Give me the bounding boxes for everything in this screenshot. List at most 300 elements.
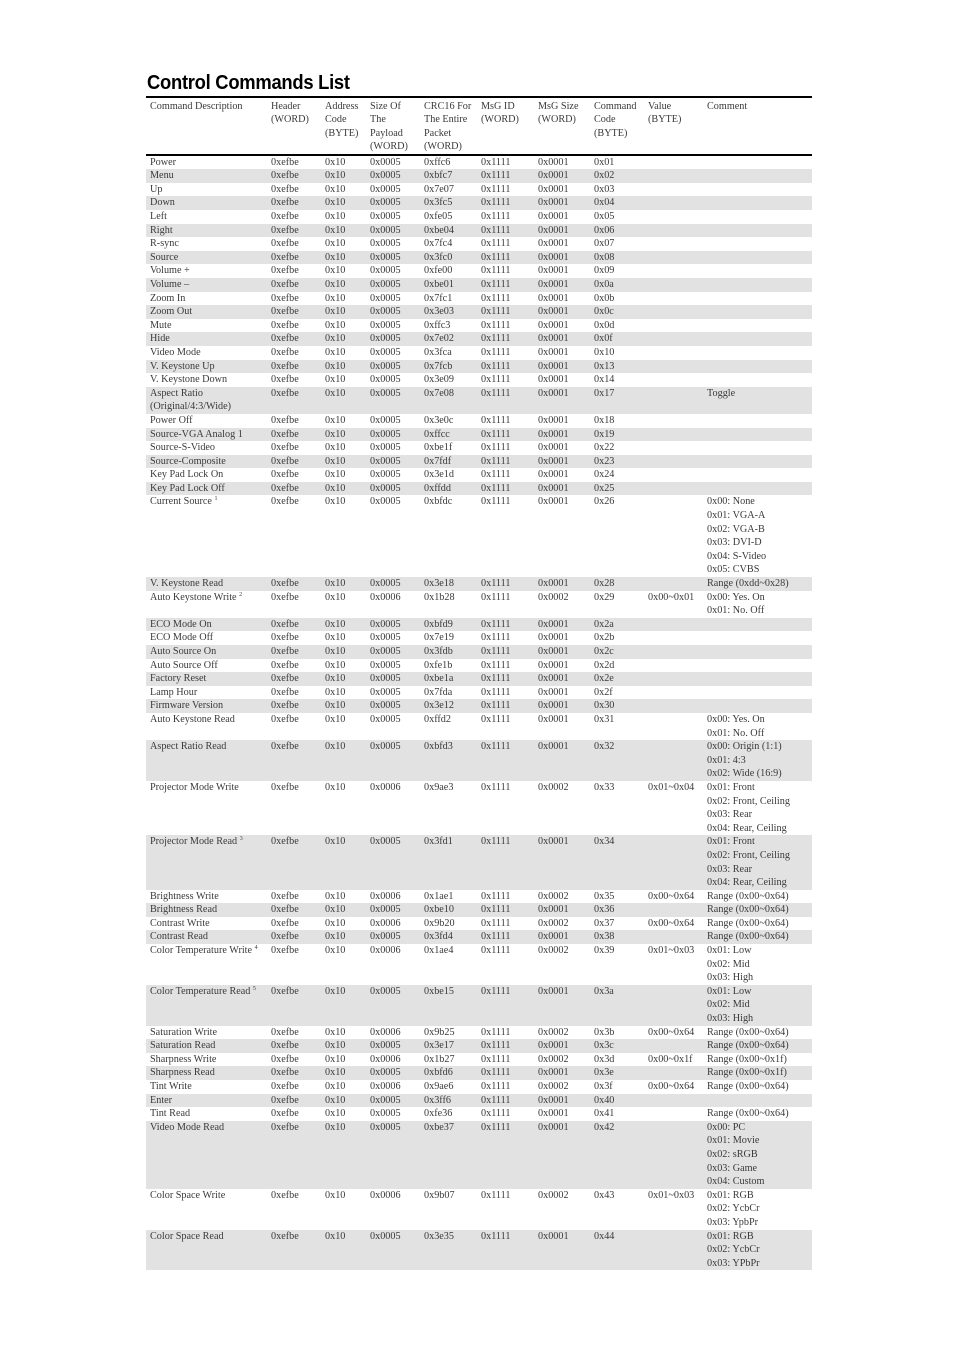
cell-payload-size: 0x0005 (370, 1108, 401, 1120)
comment-line: Range (0x00~0x64) (707, 1040, 789, 1052)
cell-command-code: 0x42 (590, 1121, 644, 1189)
command-description-text: Saturation Read (150, 1040, 216, 1052)
cell-comment (703, 237, 812, 251)
cell-msg-size: 0x0001 (534, 930, 590, 944)
cell-value: 0x01~0x04 (648, 781, 695, 793)
cell-msg-id: 0x1111 (481, 632, 511, 644)
cell-payload-size: 0x0005 (370, 414, 401, 426)
cell-address-code: 0x10 (321, 835, 366, 889)
cell-command-description (146, 713, 267, 740)
table-row (146, 781, 812, 835)
command-description-text: Factory Reset (150, 673, 207, 685)
cell-msg-id: 0x1111 (477, 169, 534, 183)
command-description-text: Color Space Write (150, 1189, 226, 1201)
command-description-text: Brightness Read (150, 904, 218, 916)
cell-msg-size: 0x0002 (538, 945, 569, 957)
cell-command-description (146, 441, 267, 455)
command-description-text: Key Pad Lock Off (150, 482, 225, 494)
cell-command-code: 0x30 (590, 699, 644, 713)
cell-comment (703, 224, 812, 238)
table-row (146, 414, 812, 428)
cell-value (644, 373, 703, 387)
command-description-text: Auto Source On (150, 646, 217, 657)
cell-command-code: 0x24 (594, 469, 615, 481)
cell-header-word: 0xefbe (267, 740, 321, 781)
cell-value (644, 659, 703, 673)
command-description-text: Projector Mode Read (150, 836, 238, 848)
command-description-text: Left (150, 211, 167, 222)
cell-msg-size: 0x0001 (534, 482, 590, 496)
cell-command-code: 0x31 (594, 713, 615, 725)
cell-address-code: 0x10 (321, 455, 366, 469)
cell-msg-id: 0x1111 (481, 374, 511, 386)
cell-msg-size: 0x0001 (534, 699, 590, 713)
cell-header-word: 0xefbe (267, 305, 321, 319)
comment-line: Range (0x00~0x64) (707, 1108, 789, 1120)
cell-command-description (146, 618, 267, 632)
cell-command-code: 0x38 (590, 930, 644, 944)
cell-header-word: 0xefbe (267, 835, 321, 889)
cell-msg-size: 0x0001 (538, 319, 569, 331)
cell-payload-size: 0x0005 (366, 645, 420, 659)
cell-comment (703, 1039, 812, 1053)
cell-msg-size: 0x0001 (534, 985, 590, 1026)
cell-command-description (146, 264, 267, 278)
cell-payload-size: 0x0006 (370, 1026, 401, 1038)
cell-value (644, 672, 703, 686)
command-description-text: Volume + (150, 265, 190, 277)
cell-value: 0x00~0x64 (648, 917, 695, 929)
cell-crc16: 0x9b25 (424, 1026, 455, 1038)
cell-crc16: 0xfe1b (424, 659, 453, 671)
cell-payload-size: 0x0005 (366, 428, 420, 442)
cell-value (644, 930, 703, 944)
cell-command-code: 0x2a (590, 618, 644, 632)
cell-msg-id: 0x1111 (481, 265, 511, 277)
command-description-text: Power Off (150, 414, 193, 426)
cell-value (644, 224, 703, 238)
cell-msg-size: 0x0002 (538, 781, 569, 793)
cell-value (644, 985, 703, 1026)
cell-payload-size: 0x0005 (366, 930, 420, 944)
cell-comment (703, 686, 812, 700)
cell-payload-size: 0x0005 (366, 1039, 420, 1053)
table-row (146, 645, 812, 659)
cell-comment (703, 196, 812, 210)
command-description-text: Sharpness Write (150, 1053, 217, 1065)
cell-crc16: 0x3e12 (420, 699, 477, 713)
cell-comment (703, 360, 812, 374)
command-description-text: Lamp Hour (150, 686, 198, 698)
comment-line: 0x02: YcbCr (707, 1244, 760, 1256)
cell-command-code: 0x0c (590, 305, 644, 319)
cell-header-word: 0xefbe (267, 618, 321, 632)
cell-crc16: 0xbe1f (424, 442, 453, 454)
cell-command-description (146, 781, 267, 835)
table-row (146, 1026, 812, 1040)
cell-address-code: 0x10 (325, 346, 346, 358)
cell-comment (703, 346, 812, 360)
cell-msg-id: 0x1111 (477, 740, 534, 781)
cell-address-code: 0x10 (321, 1066, 366, 1080)
table-row (146, 292, 812, 306)
cell-crc16: 0xbe15 (420, 985, 477, 1026)
cell-address-code: 0x10 (325, 781, 346, 793)
cell-msg-size: 0x0001 (534, 305, 590, 319)
cell-command-description (146, 890, 267, 904)
cell-comment (703, 781, 812, 835)
cell-comment (703, 985, 812, 1026)
cell-address-code: 0x10 (325, 414, 346, 426)
cell-command-description (146, 672, 267, 686)
cell-address-code: 0x10 (325, 183, 346, 195)
cell-crc16: 0x3fdb (420, 645, 477, 659)
command-description-text: Mute (150, 319, 172, 331)
cell-msg-size: 0x0002 (538, 1081, 569, 1092)
cell-msg-id: 0x1111 (477, 360, 534, 374)
page-title: Control Commands List (147, 72, 350, 94)
command-description-text: Zoom Out (150, 306, 193, 318)
command-description-text: Saturation Write (150, 1026, 218, 1038)
command-description-text: Volume – (150, 278, 190, 290)
cell-header-word: 0xefbe (267, 1121, 321, 1189)
cell-value: 0x00~0x64 (648, 890, 695, 902)
cell-header-word: 0xefbe (271, 1189, 299, 1201)
command-description-text: Color Temperature Read (150, 985, 251, 997)
command-description-text: Source (150, 251, 179, 263)
cell-command-code: 0x23 (590, 455, 644, 469)
cell-msg-size: 0x0002 (538, 1053, 569, 1065)
cell-command-description (146, 414, 267, 428)
cell-header-word: 0xefbe (271, 346, 299, 358)
comment-line: 0x00: Origin (1:1) (707, 741, 782, 753)
cell-comment (703, 835, 812, 889)
cell-value (644, 713, 703, 740)
control-commands-table-wrapper (146, 96, 812, 1270)
cell-header-word: 0xefbe (267, 251, 321, 265)
table-row (146, 373, 812, 387)
cell-crc16: 0x7e07 (424, 183, 454, 195)
cell-crc16: 0xbe10 (420, 903, 477, 917)
cell-address-code: 0x10 (325, 1053, 346, 1065)
cell-msg-id: 0x1111 (477, 332, 534, 346)
cell-value (644, 278, 703, 292)
cell-msg-size: 0x0001 (534, 278, 590, 292)
cell-value (644, 1230, 703, 1271)
cell-payload-size: 0x0006 (370, 1081, 401, 1092)
cell-value: 0x00~0x64 (648, 1026, 695, 1038)
cell-msg-id: 0x1111 (481, 319, 511, 331)
table-row (146, 251, 812, 265)
comment-line: Range (0x00~0x64) (707, 917, 789, 929)
cell-command-description (146, 495, 267, 577)
cell-header-word: 0xefbe (271, 781, 299, 793)
cell-comment (703, 930, 812, 944)
cell-crc16: 0x9b07 (424, 1189, 455, 1201)
cell-msg-size: 0x0001 (538, 713, 569, 725)
cell-address-code: 0x10 (325, 319, 346, 331)
table-row (146, 183, 812, 197)
cell-comment (703, 455, 812, 469)
command-description-text: Down (150, 197, 175, 209)
table-row (146, 985, 812, 1026)
cell-address-code: 0x10 (321, 618, 366, 632)
cell-address-code: 0x10 (321, 699, 366, 713)
cell-msg-size: 0x0001 (534, 387, 590, 414)
cell-command-code: 0x13 (590, 360, 644, 374)
cell-command-description (146, 428, 267, 442)
cell-command-description (146, 319, 267, 333)
cell-payload-size: 0x0005 (366, 332, 420, 346)
cell-address-code: 0x10 (321, 332, 366, 346)
cell-comment (703, 1121, 812, 1189)
cell-address-code: 0x10 (325, 945, 346, 957)
cell-value (644, 237, 703, 251)
cell-msg-size: 0x0001 (534, 332, 590, 346)
cell-msg-size: 0x0001 (534, 1039, 590, 1053)
command-description-text: Right (150, 224, 173, 236)
cell-address-code: 0x10 (321, 672, 366, 686)
cell-comment (703, 645, 812, 659)
cell-crc16: 0xffc3 (424, 319, 451, 331)
cell-address-code: 0x10 (321, 903, 366, 917)
comment-line: 0x02: VGA-B (707, 523, 765, 535)
table-row (146, 917, 812, 931)
table-row (146, 740, 812, 781)
cell-comment (703, 428, 812, 442)
cell-payload-size: 0x0005 (366, 455, 420, 469)
cell-header-word: 0xefbe (271, 1026, 299, 1038)
comment-line: 0x00: Yes. On (707, 591, 765, 603)
cell-header-word: 0xefbe (271, 319, 299, 331)
cell-payload-size: 0x0005 (366, 1094, 420, 1108)
cell-comment (703, 1230, 812, 1271)
cell-value (644, 455, 703, 469)
cell-comment (703, 495, 812, 577)
cell-header-word: 0xefbe (271, 265, 299, 277)
cell-msg-id: 0x1111 (481, 713, 511, 725)
cell-comment (703, 264, 812, 278)
comment-line: Range (0x00~0x64) (707, 1026, 789, 1038)
cell-address-code: 0x10 (325, 442, 346, 454)
cell-crc16: 0x3fca (424, 346, 452, 358)
cell-command-description (146, 1189, 267, 1230)
cell-msg-id: 0x1111 (481, 659, 511, 671)
cell-msg-id: 0x1111 (481, 442, 511, 454)
cell-comment (703, 672, 812, 686)
cell-value (644, 169, 703, 183)
cell-address-code: 0x10 (325, 496, 346, 508)
table-row (146, 224, 812, 238)
cell-command-code: 0x37 (594, 917, 615, 929)
cell-address-code: 0x10 (325, 632, 346, 644)
cell-payload-size: 0x0005 (370, 442, 401, 454)
cell-payload-size: 0x0005 (370, 265, 401, 277)
cell-command-code: 0x0d (594, 319, 615, 331)
cell-payload-size: 0x0005 (370, 686, 401, 698)
cell-msg-id: 0x1111 (477, 455, 534, 469)
cell-payload-size: 0x0005 (366, 577, 420, 591)
cell-payload-size: 0x0005 (366, 1066, 420, 1080)
cell-value (644, 292, 703, 306)
cell-payload-size: 0x0005 (366, 196, 420, 210)
comment-line: 0x03: High (707, 1013, 754, 1025)
cell-header-word: 0xefbe (271, 211, 299, 222)
cell-address-code: 0x10 (325, 713, 346, 725)
cell-msg-id: 0x1111 (477, 387, 534, 414)
header-msg-id: MsG ID (WORD) (477, 97, 534, 155)
cell-value (644, 305, 703, 319)
cell-msg-size: 0x0001 (534, 618, 590, 632)
comment-line: Range (0x00~0x64) (707, 1081, 789, 1092)
comment-line: 0x03: DVI-D (707, 537, 762, 549)
cell-address-code: 0x10 (325, 1108, 346, 1120)
cell-crc16: 0x7fdf (420, 455, 477, 469)
header-value: Value (BYTE) (644, 97, 703, 155)
cell-command-description (146, 183, 267, 197)
table-row (146, 890, 812, 904)
cell-header-word: 0xefbe (271, 238, 299, 250)
cell-msg-size: 0x0001 (538, 496, 569, 508)
cell-address-code: 0x10 (321, 1039, 366, 1053)
footnote-marker: 3 (239, 836, 243, 843)
cell-command-code: 0x41 (594, 1108, 615, 1120)
cell-address-code: 0x10 (321, 645, 366, 659)
cell-msg-size: 0x0001 (538, 346, 569, 358)
cell-value: 0x00~0x01 (648, 591, 695, 603)
cell-comment (703, 903, 812, 917)
cell-msg-size: 0x0001 (534, 196, 590, 210)
cell-value (644, 1039, 703, 1053)
cell-address-code: 0x10 (325, 1081, 346, 1092)
cell-msg-id: 0x1111 (477, 985, 534, 1026)
cell-command-code: 0x17 (590, 387, 644, 414)
cell-msg-id: 0x1111 (481, 1108, 511, 1120)
cell-comment (703, 618, 812, 632)
cell-msg-size: 0x0001 (538, 265, 569, 277)
comment-line: 0x01: Low (707, 945, 752, 957)
cell-msg-size: 0x0001 (534, 1121, 590, 1189)
comment-line: 0x02: sRGB (707, 1148, 758, 1160)
cell-crc16: 0x7e02 (420, 332, 477, 346)
table-row (146, 441, 812, 455)
cell-command-description (146, 346, 267, 360)
cell-payload-size: 0x0005 (366, 387, 420, 414)
comment-line: 0x01: Movie (707, 1135, 760, 1147)
cell-address-code: 0x10 (321, 428, 366, 442)
comment-line: Range (0xdd~0x28) (707, 578, 789, 590)
cell-header-word: 0xefbe (267, 1039, 321, 1053)
cell-msg-id: 0x1111 (477, 672, 534, 686)
cell-msg-id: 0x1111 (481, 238, 511, 250)
comment-line: 0x01: Front (707, 836, 755, 848)
cell-command-description (146, 740, 267, 781)
cell-value (644, 468, 703, 482)
cell-command-description (146, 1039, 267, 1053)
cell-msg-id: 0x1111 (481, 1026, 511, 1038)
comment-line: 0x00: None (707, 496, 755, 508)
command-description-text: Brightness Write (150, 890, 219, 902)
cell-value (644, 577, 703, 591)
cell-msg-id: 0x1111 (477, 577, 534, 591)
header-msg-size: MsG Size (WORD) (534, 97, 590, 155)
cell-comment (703, 577, 812, 591)
cell-command-code: 0x06 (590, 224, 644, 238)
cell-payload-size: 0x0005 (366, 482, 420, 496)
cell-command-code: 0x3c (590, 1039, 644, 1053)
cell-comment (703, 699, 812, 713)
cell-msg-size: 0x0001 (538, 211, 569, 222)
command-description-text: Hide (150, 333, 170, 345)
cell-msg-size: 0x0001 (534, 1066, 590, 1080)
cell-command-description (146, 1121, 267, 1189)
cell-comment (703, 155, 812, 170)
command-description-text: Menu (150, 170, 174, 182)
cell-command-code: 0x2c (590, 645, 644, 659)
command-description-text: Power (150, 156, 177, 168)
cell-header-word: 0xefbe (267, 332, 321, 346)
cell-header-word: 0xefbe (271, 686, 299, 698)
command-description-text: Video Mode Read (150, 1121, 225, 1133)
table-row (146, 428, 812, 442)
cell-crc16: 0x9ae6 (424, 1081, 454, 1092)
comment-line: 0x02: Mid (707, 999, 750, 1011)
cell-command-code: 0x39 (594, 945, 615, 957)
cell-header-word: 0xefbe (267, 196, 321, 210)
cell-msg-id: 0x1111 (481, 1053, 511, 1065)
cell-crc16: 0x3fc0 (420, 251, 477, 265)
comment-line: 0x00: PC (707, 1121, 746, 1133)
cell-crc16: 0x7fda (424, 686, 453, 698)
table-row (146, 577, 812, 591)
cell-crc16: 0x7e19 (424, 632, 454, 644)
cell-header-word: 0xefbe (271, 945, 299, 957)
cell-value (644, 319, 703, 333)
cell-command-code: 0x09 (594, 265, 615, 277)
cell-payload-size: 0x0005 (366, 224, 420, 238)
cell-command-code: 0x05 (594, 211, 615, 222)
cell-comment (703, 1189, 812, 1230)
cell-command-description (146, 1066, 267, 1080)
comment-line: 0x01: Low (707, 985, 752, 997)
header-header-word: Header (WORD) (267, 97, 321, 155)
cell-address-code: 0x10 (321, 482, 366, 496)
command-description-text: ECO Mode Off (150, 632, 214, 644)
comment-line: 0x03: Rear (707, 809, 752, 821)
table-row (146, 468, 812, 482)
cell-msg-size: 0x0001 (534, 428, 590, 442)
cell-msg-id: 0x1111 (477, 1121, 534, 1189)
cell-payload-size: 0x0005 (370, 659, 401, 671)
cell-crc16: 0x9ae3 (424, 781, 454, 793)
cell-msg-size: 0x0001 (538, 238, 569, 250)
cell-address-code: 0x10 (325, 1189, 346, 1201)
cell-command-description (146, 645, 267, 659)
cell-header-word: 0xefbe (267, 455, 321, 469)
cell-crc16: 0xbe1a (420, 672, 477, 686)
command-description-text: Current Source (150, 496, 212, 508)
cell-crc16: 0xbfdc (424, 496, 453, 508)
cell-msg-id: 0x1111 (477, 224, 534, 238)
cell-msg-size: 0x0001 (538, 292, 569, 304)
table-row (146, 264, 812, 278)
cell-command-description (146, 1230, 267, 1271)
comment-line: 0x02: Wide (16:9) (707, 768, 782, 780)
comment-line: 0x03: Game (707, 1162, 758, 1174)
cell-msg-id: 0x1111 (481, 211, 511, 222)
cell-comment (703, 251, 812, 265)
cell-crc16: 0x3e0c (424, 414, 454, 426)
